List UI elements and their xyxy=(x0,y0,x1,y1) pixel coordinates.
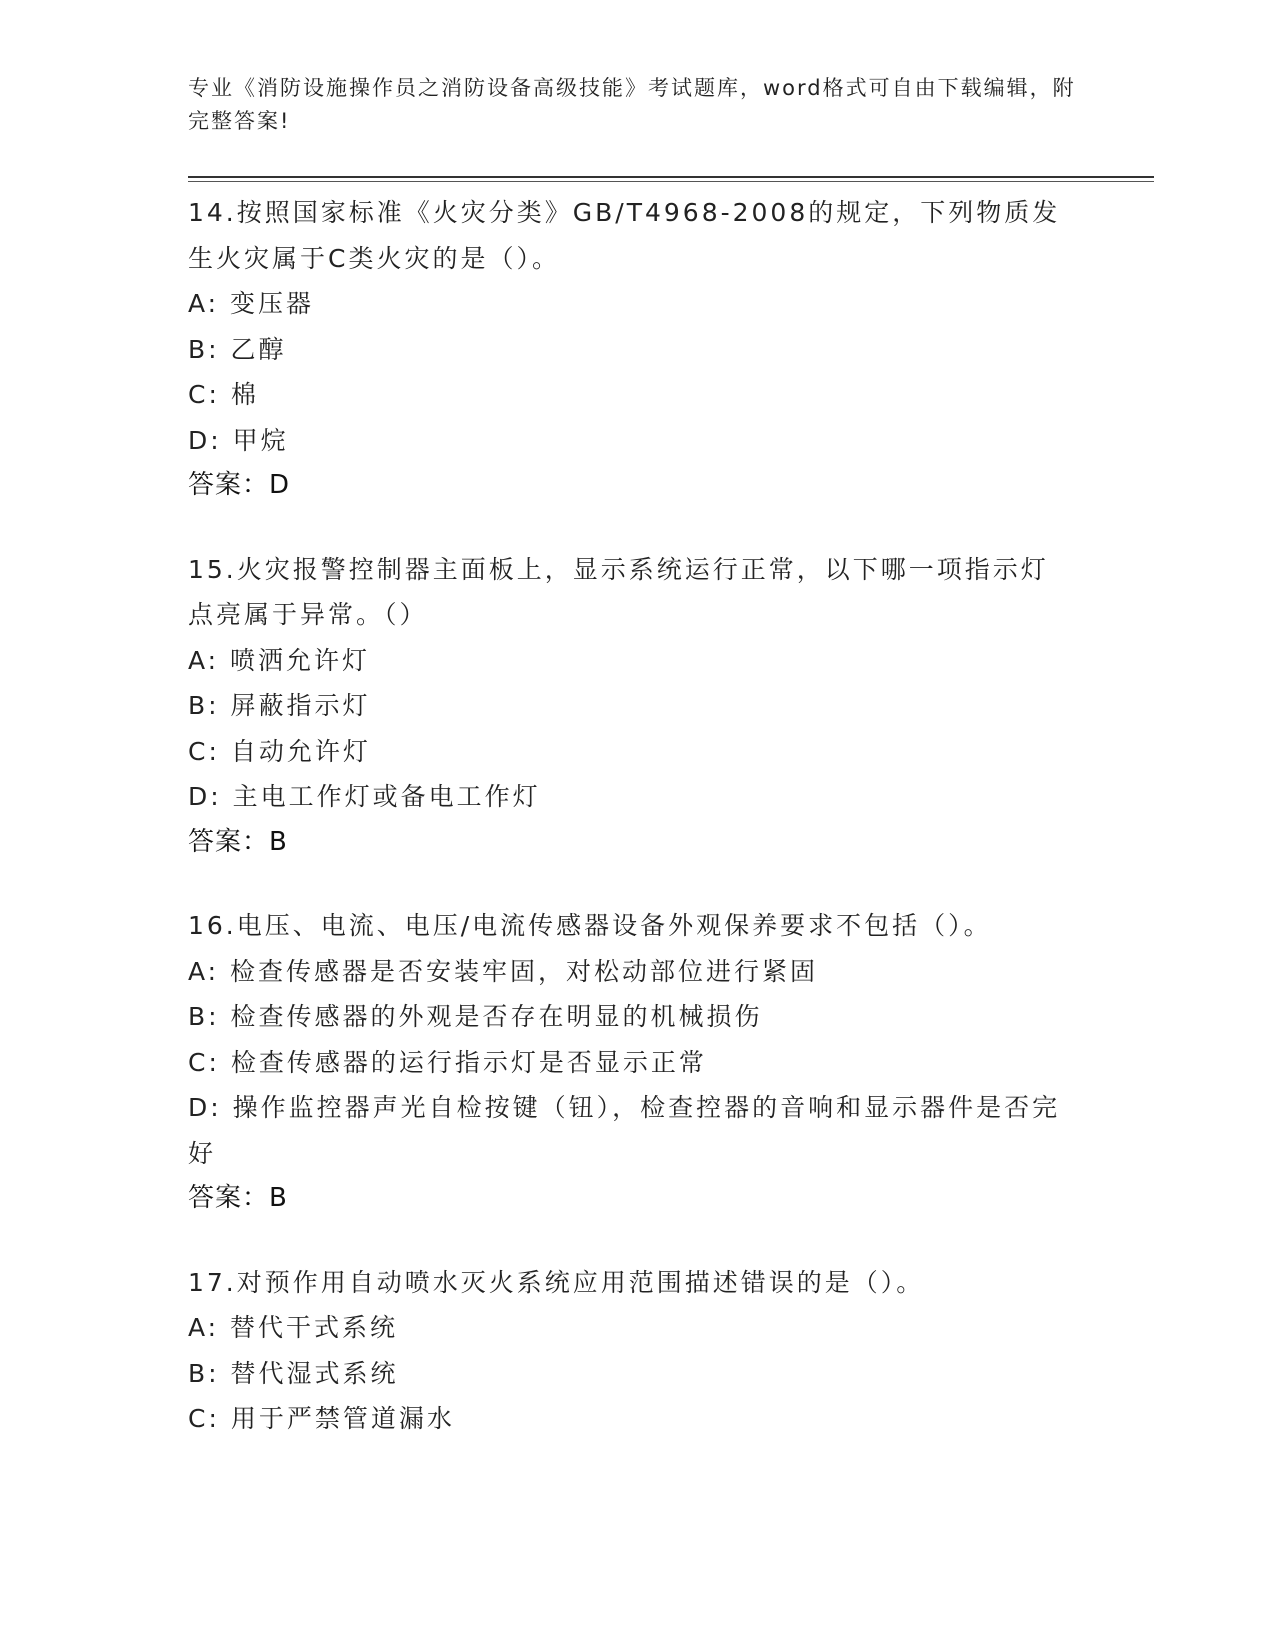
question-15 xyxy=(188,547,1088,866)
option-d: D: 操作监控器声光自检按键（钮），检查控器的音响和显示器件是否完好 xyxy=(188,1093,1061,1168)
question-stem: 17.对预作用自动喷水灭火系统应用范围描述错误的是（）。 xyxy=(188,1267,925,1297)
header-divider-thin xyxy=(188,181,1154,182)
document-header: 专业《消防设施操作员之消防设备高级技能》考试题库，word格式可自由下载编辑，附完整答案! xyxy=(188,76,1076,133)
option-b: B: 乙醇 xyxy=(188,334,287,364)
question-17 xyxy=(188,1260,1088,1442)
option-c: C: 自动允许灯 xyxy=(188,736,371,766)
header-divider-thick xyxy=(188,176,1154,178)
option-c: C: 检查传感器的运行指示灯是否显示正常 xyxy=(188,1047,707,1077)
option-b: B: 检查传感器的外观是否存在明显的机械损伤 xyxy=(188,1002,763,1031)
option-b: B: 屏蔽指示灯 xyxy=(188,691,371,720)
question-14 xyxy=(188,190,1088,509)
option-a: A: 变压器 xyxy=(188,289,315,318)
answer-text: 答案：D xyxy=(188,470,291,500)
question-stem: 14.按照国家标准《火灾分类》GB/T4968-2008的规定，下列物质发生火灾属于C类火灾的是（）。 xyxy=(188,198,1061,273)
option-d: D: 甲烷 xyxy=(188,425,289,455)
answer-text: 答案：B xyxy=(188,826,288,857)
option-a: A: 喷洒允许灯 xyxy=(188,645,371,675)
question-list xyxy=(188,190,1088,1480)
question-stem: 16.电压、电流、电压/电流传感器设备外观保养要求不包括（）。 xyxy=(188,911,992,940)
option-c: C: 棉 xyxy=(188,380,259,409)
option-d: D: 主电工作灯或备电工作灯 xyxy=(188,782,541,811)
answer-text: 答案：B xyxy=(188,1183,288,1213)
question-stem: 15.火灾报警控制器主面板上，显示系统运行正常，以下哪一项指示灯点亮属于异常。（） xyxy=(188,554,1049,629)
option-b: B: 替代湿式系统 xyxy=(188,1358,399,1388)
option-a: A: 检查传感器是否安装牢固，对松动部位进行紧固 xyxy=(188,956,819,986)
option-a: A: 替代干式系统 xyxy=(188,1313,399,1342)
question-16 xyxy=(188,903,1088,1222)
option-c: C: 用于严禁管道漏水 xyxy=(188,1404,455,1433)
